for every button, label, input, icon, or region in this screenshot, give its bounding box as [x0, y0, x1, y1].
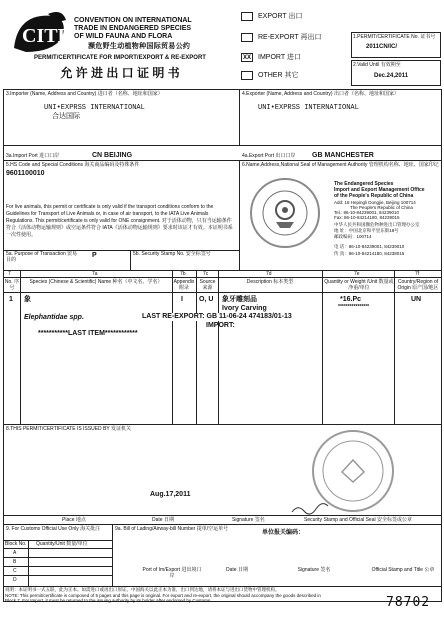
purpose-label: 5a. Purpose of Transaction 贸易目的 — [6, 251, 78, 263]
port-signature-label: Signature 签名 — [297, 567, 331, 573]
species-scientific: Elephantidae spp. — [24, 314, 84, 321]
import-checkbox[interactable]: XX — [242, 55, 251, 61]
col-num-appendix: 7b — [180, 271, 186, 277]
last-reexport: LAST RE-EXPORT: GB 11-06-24 474183/01-13 — [142, 313, 292, 320]
customs-row-a: A — [13, 550, 17, 556]
official-seal-stamp — [312, 430, 394, 512]
management-cn-2: 地 址：中国北京和平里东街18号 — [334, 228, 399, 233]
management-fax: Fax: 86-10-84214180, 84239015 — [334, 215, 400, 220]
description-cn: 象牙雕刻品 — [222, 296, 257, 303]
footnote-en-1: NOTE: This permit/certificate is composed of 5 pages and this page is original. For export and re-export, the original should accompany the goods described in — [5, 593, 321, 598]
management-name-2: Import and Export Management Office — [334, 187, 425, 193]
permit-title: PERMIT/CERTIFICATE FOR IMPORT/EXPORT & RE-EXPORT — [34, 55, 206, 61]
port-of-im-export-label: Port of Im/Export 进出境口岸 — [142, 567, 202, 579]
convention-line-1: CONVENTION ON INTERNATIONAL — [74, 17, 192, 24]
col-header-source: Source 来源 — [199, 279, 216, 291]
importer-label: 3.Importer (Name, Address and Country) 进口者（名称、地址和国家） — [6, 91, 163, 97]
quantity-value: *16.Pc — [340, 296, 362, 303]
col-num-origin: 7f — [415, 271, 420, 277]
quantity-unit-header: Quantity/Unit 数量/单位 — [36, 541, 88, 547]
permit-number-value: 2011CN/IC/ — [366, 44, 398, 50]
management-tel: Tel.: 86-10-84239001, 84239010 — [334, 210, 400, 215]
official-seal-label: Security Stamp and Official Seal 安全标签或公章 — [304, 517, 412, 523]
convention-line-3: OF WILD FAUNA AND FLORA — [74, 33, 173, 40]
customs-row-c: C — [13, 568, 17, 574]
valid-until-label: 2.Valid Until 有效期至 — [353, 62, 401, 68]
origin-value: UN — [411, 296, 422, 303]
import-endorsement: IMPORT: — [206, 322, 235, 329]
import-port-label: 3a.Import Port 进口口岸 — [6, 153, 60, 159]
col-num-source: 7c — [203, 271, 209, 277]
col-num-quantity: 7e — [354, 271, 360, 277]
purpose-value: P — [92, 252, 97, 259]
convention-cn: 濒危野生动植物种国际贸易公约 — [88, 43, 191, 50]
management-cn-4: 电 话：86-10-84239001, 84239010 — [334, 244, 405, 249]
export-port-value: GB MANCHESTER — [312, 152, 374, 159]
management-addr-1: Add: 18 Hepingli Dongjie, Beijing 100714 — [334, 200, 416, 205]
customs-row-b: B — [13, 559, 17, 565]
block-no-header: Block No. — [5, 541, 27, 547]
description-en: Ivory Carving — [222, 305, 267, 312]
last-item-marker: ***********LAST ITEM************ — [38, 330, 138, 337]
live-animal-conditions: For live animals, this permit or certificate is only valid if the transport conditions conform to the Guidelines for Transport of Live Animals or, in case of air transport, to the IATA Live Animals Regulations. This permit/certificate is only valid for ONE consignment. 对于活体动物，只有当运输条件符合《活体动物运输规则》或空运条件符合 IATA《活体动物运输规则》要求时该证才有效。本证明书系一次性使用。 — [6, 204, 233, 238]
row-number: 1 — [9, 296, 13, 303]
signature-label: Signature 签名 — [232, 517, 265, 523]
export-port-label: 4a.Export Port 出口口岸 — [242, 153, 296, 159]
import-label: IMPORT 进口 — [258, 54, 301, 61]
col-header-description: Description 标本类型 — [246, 279, 294, 285]
customs-row-d: D — [13, 577, 17, 583]
exporter-name: UNI•EXPRSS INTERNATIONAL — [258, 104, 359, 112]
import-port-value: CN BEIJING — [92, 152, 133, 159]
col-header-origin: Country/Region of Origin 原产国/地区 — [397, 279, 439, 291]
serial-number: 78702 — [386, 595, 431, 610]
port-date-label: Date 日期 — [226, 567, 248, 573]
permit-number-label: 1.PERMIT/CERTIFICATE No. 证书号 — [353, 34, 436, 40]
col-header-quantity: Quantity or Weight /Unit 数量或净重/单位 — [324, 279, 394, 291]
place-label: Place 地点 — [62, 517, 86, 523]
issue-date: Aug.17,2011 — [150, 491, 191, 498]
col-num-species: 7a — [92, 271, 98, 277]
importer-name: UNI•EXPRSS INTERNATIONAL — [44, 104, 145, 112]
cites-logo — [8, 8, 83, 54]
issued-by-label: 8.THIS PERMIT/CERTIFICATE IS ISSUED BY 发证机关 — [6, 426, 132, 432]
management-cn-1: 中华人民共和国濒危物种进出口管理办公室 — [334, 222, 420, 227]
customs-label: 9. For Customs Official Use Only 海关批注 — [6, 526, 101, 532]
reexport-checkbox[interactable] — [241, 33, 253, 42]
management-name-3: of the People's Republic of China — [334, 193, 414, 199]
col-header-appendix: Appendix 附录 — [173, 279, 195, 291]
management-addr-2: The People's Republic of China — [350, 205, 413, 210]
col-num-no: 7 — [8, 271, 11, 277]
management-label: 6.Name,Address,National Seal of Management Authority 管理机构名称、地址、国家印记 — [242, 162, 439, 168]
exporter-label: 4.Exporter (Name, Address and Country) 出口者（名称、地址和国家） — [242, 91, 399, 97]
export-checkbox[interactable] — [241, 12, 253, 21]
date-label: Date 日期 — [152, 517, 174, 523]
svg-text:CITES: CITES — [22, 25, 83, 47]
quantity-stars: **************** — [338, 304, 370, 310]
footnote-cn: 说明：本证明书一式五联，此为正本。如需进口或再出口原证。中国海关以此正本为准，出口到达地，请将本证与进出口货物中管理机构。 — [5, 587, 280, 592]
bill-of-lading-label: 9a. Bill of Lading/Airway-bill Number 提单/空运单号 — [115, 526, 229, 532]
convention-line-2: TRADE IN ENDANGERED SPECIES — [74, 25, 192, 32]
hs-code-label: 5.HS Code and Special Conditions 海关商品编码及特殊条件 — [6, 162, 140, 168]
management-cn-5: 传 真：86-10-84214180, 84238015 — [334, 251, 405, 256]
export-label: EXPORT 出口 — [258, 13, 303, 20]
appendix-value: I — [181, 296, 183, 303]
management-name-1: The Endangered Species — [334, 181, 394, 187]
management-cn-3: 邮政编码：100714 — [334, 234, 372, 239]
source-value: O, U — [199, 296, 214, 303]
hs-code-value: 9601100010 — [6, 170, 45, 177]
port-stamp-label: Official Stamp and Title 公章 — [371, 567, 435, 573]
permit-title-cn: 允 许 进 出 口 证 明 书 — [60, 66, 180, 80]
other-checkbox[interactable] — [241, 71, 253, 80]
security-stamp-label: 5b. Security Stamp No. 安全标签号 — [133, 251, 211, 257]
management-seal — [250, 178, 320, 248]
col-header-species: Species (Chinese & Scientific) Name 种名（中文名、学名） — [29, 279, 163, 285]
valid-until-value: Dec.24,2011 — [374, 73, 409, 79]
unit-customs-code: 单位报关编码： — [262, 530, 305, 536]
footnote-en-2: Block 7. For Import, it must be returned to the issuing authority by its holder after endorsed by Customs. — [5, 598, 212, 603]
species-cn: 象 — [24, 296, 31, 303]
importer-name-cn: 合达国际 — [52, 113, 80, 120]
col-header-no: No. 序号 — [4, 279, 20, 291]
other-label: OTHER 其它 — [258, 72, 299, 79]
reexport-label: RE-EXPORT 再出口 — [258, 34, 322, 41]
col-num-description: 7d — [266, 271, 272, 277]
